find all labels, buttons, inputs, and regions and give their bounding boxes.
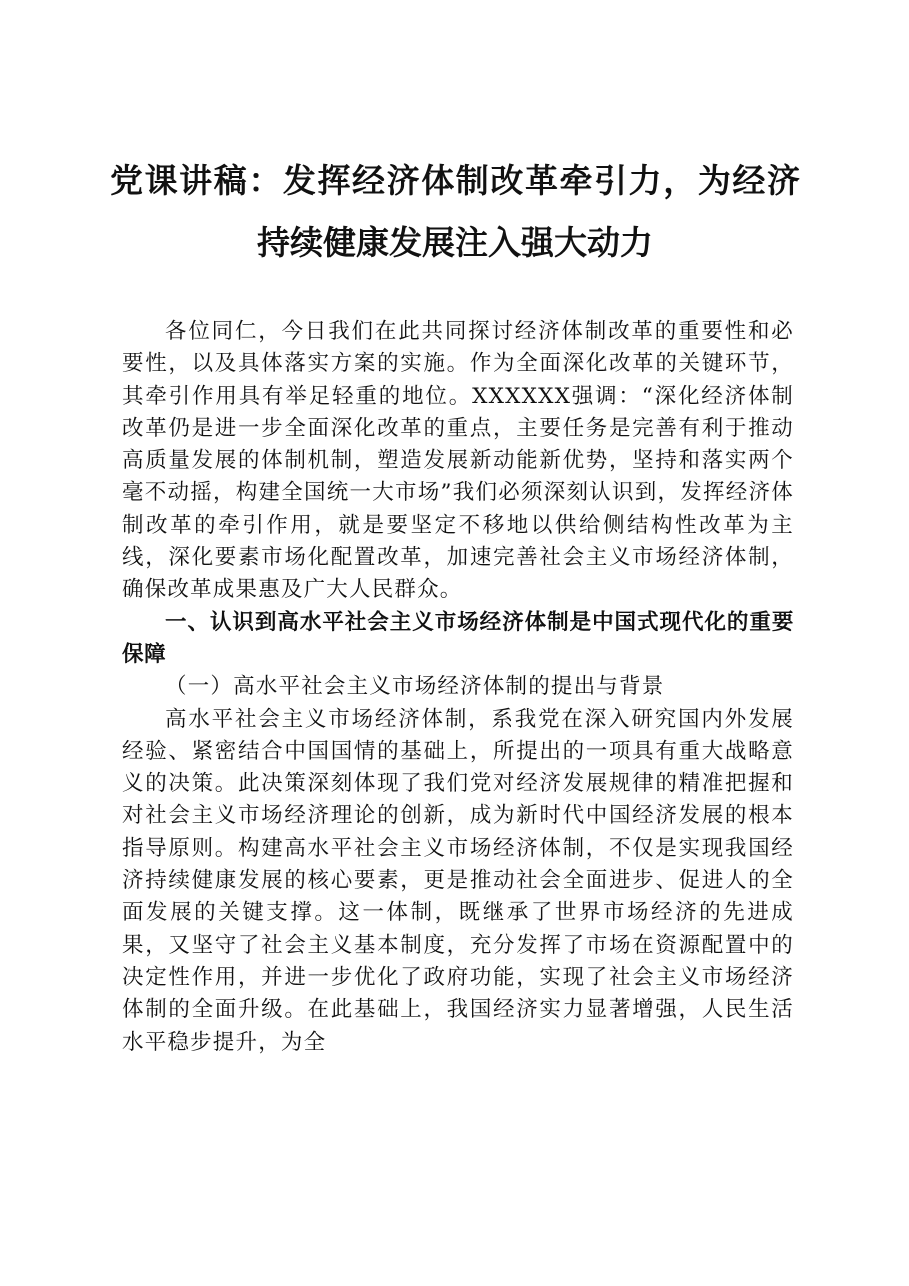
document-body xyxy=(122,316,794,1059)
subsection-paragraph: 高水平社会主义市场经济体制，系我党在深入研究国内外发展经验、紧密结合中国国情的基础上，所提出的一项具有重大战略意义的决策。此决策深刻体现了我们党对经济发展规律的精准把握和对社会主义市场经济理论的创新，成为新时代中国经济发展的根本指导原则。构建高水平社会主义市场经济体制，不仅是实现我国经济持续健康发展的核心要素，更是推动社会全面进步、促进人的全面发展的关键支撑。这一体制，既继承了世界市场经济的先进成果，又坚守了社会主义基本制度，充分发挥了市场在资源配置中的决定性作用，并进一步优化了政府功能，实现了社会主义市场经济体制的全面升级。在此基础上，我国经济实力显著增强，人民生活水平稳步提升，为全 xyxy=(122,706,794,1055)
intro-paragraph: 各位同仁，今日我们在此共同探讨经济体制改革的重要性和必要性，以及具体落实方案的实施。作为全面深化改革的关键环节，其牵引作用具有举足轻重的地位。XXXXXX强调：“深化经济体制改革仍是进一步全面深化改革的重点，主要任务是完善有利于推动高质量发展的体制机制，塑造发展新动能新优势，坚持和落实两个毫不动摇，构建全国统一大市场”我们必须深刻认识到，发挥经济体制改革的牵引作用，就是要坚定不移地以供给侧结构性改革为主线，深化要素市场化配置改革，加速完善社会主义市场经济体制，确保改革成果惠及广大人民群众。 xyxy=(122,319,794,603)
section-heading: 一、认识到高水平社会主义市场经济体制是中国式现代化的重要保障 xyxy=(122,609,794,667)
document-title: 党课讲稿：发挥经济体制改革牵引力，为经济持续健康发展注入强大动力 xyxy=(110,161,800,262)
subsection-heading: （一）高水平社会主义市场经济体制的提出与背景 xyxy=(165,674,665,700)
